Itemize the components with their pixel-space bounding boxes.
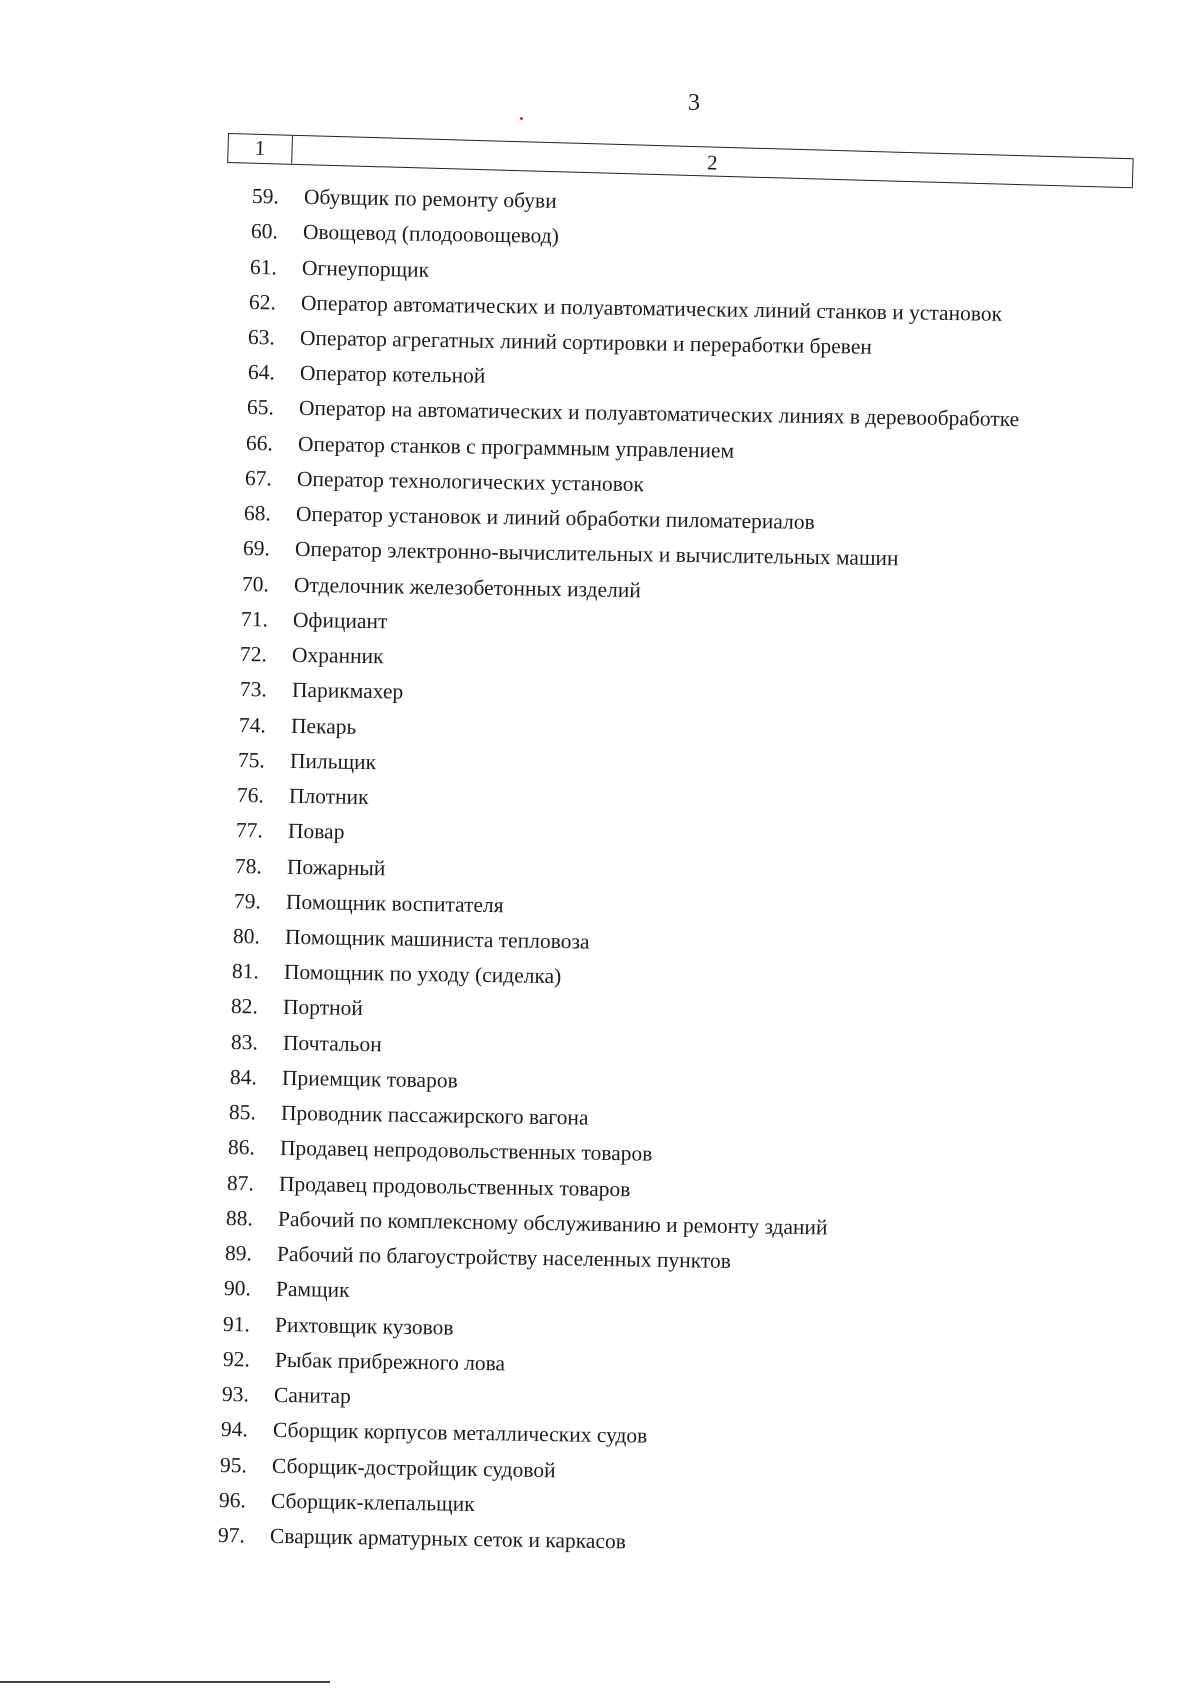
item-text: Оператор котельной <box>299 361 486 388</box>
item-text: Охранник <box>292 642 385 669</box>
list-item <box>232 958 562 989</box>
item-text: Официант <box>293 607 388 634</box>
list-item <box>251 218 559 249</box>
header-column-2: 2 <box>706 150 718 175</box>
list-item <box>234 888 504 918</box>
list-item <box>245 430 734 464</box>
item-text: Сборщик-достройщик судовой <box>271 1453 556 1482</box>
item-number: 94. <box>220 1417 248 1442</box>
list-item <box>248 324 872 360</box>
item-number: 88. <box>225 1205 254 1231</box>
item-number: 64. <box>247 360 275 385</box>
list-item <box>229 1064 457 1094</box>
item-number: 62. <box>249 289 277 315</box>
item-text: Овощевод (плодоовощевод) <box>302 220 560 249</box>
list-item <box>247 359 485 389</box>
page-number: 3 <box>688 90 700 116</box>
item-number: 83. <box>230 1029 258 1055</box>
item-text: Парикмахер <box>291 678 403 704</box>
item-number: 66. <box>245 430 273 456</box>
item-number: 77. <box>235 818 263 843</box>
item-number: 93. <box>221 1382 249 1407</box>
list-item <box>223 1311 454 1341</box>
item-text: Сварщик арматурных сеток и каркасов <box>269 1523 627 1554</box>
item-number: 61. <box>249 254 278 279</box>
list-item <box>238 712 356 740</box>
list-item <box>228 1099 588 1131</box>
item-number: 86. <box>227 1135 255 1160</box>
item-text: Рабочий по комплексному обслуживанию и ремонту зданий <box>277 1206 828 1240</box>
item-text: Пильщик <box>289 748 376 774</box>
item-number: 78. <box>234 853 263 878</box>
item-text: Оператор автоматических и полуавтоматических линий станков и установок <box>301 290 1003 326</box>
list-item <box>241 606 388 634</box>
item-number: 70. <box>241 571 270 597</box>
item-number: 87. <box>226 1170 254 1196</box>
list-item <box>240 641 384 669</box>
item-number: 76. <box>236 783 264 808</box>
item-number: 92. <box>222 1346 250 1372</box>
item-number: 81. <box>232 959 260 984</box>
item-text: Рыбак прибрежного лова <box>274 1347 505 1376</box>
item-number: 96. <box>218 1487 246 1513</box>
list-item <box>226 1205 828 1240</box>
item-number: 91. <box>223 1311 251 1337</box>
item-text: Плотник <box>288 783 369 810</box>
item-text: Приемщик товаров <box>281 1065 458 1093</box>
item-number: 67. <box>244 465 272 491</box>
item-text: Санитар <box>273 1382 351 1409</box>
item-number: 60. <box>250 219 279 244</box>
list-item <box>233 923 590 955</box>
item-text: Рамщик <box>276 1277 351 1303</box>
list-item <box>246 394 1019 432</box>
item-number: 68. <box>243 501 271 526</box>
list-item <box>221 1381 350 1409</box>
list-item <box>249 289 1002 327</box>
item-text: Оператор агрегатных линий сортировки и переработки бревен <box>300 325 873 359</box>
list-item <box>252 183 557 214</box>
item-text: Сборщик-клепальщик <box>270 1488 475 1516</box>
footer-rule <box>0 1681 330 1683</box>
list-item <box>237 747 375 775</box>
list-item <box>231 993 363 1021</box>
item-text: Огнеупорщик <box>301 255 430 282</box>
item-number: 73. <box>239 677 267 702</box>
list-item <box>222 1346 504 1376</box>
item-text: Продавец непродовольственных товаров <box>279 1136 653 1167</box>
item-text: Проводник пассажирского вагона <box>280 1101 589 1130</box>
item-number: 97. <box>217 1523 246 1548</box>
item-text: Помощник воспитателя <box>285 889 504 917</box>
list-item <box>230 1029 381 1057</box>
list-item <box>224 1275 350 1303</box>
item-text: Пожарный <box>286 854 386 880</box>
list-item <box>220 1452 556 1483</box>
item-number: 80. <box>232 924 261 949</box>
item-number: 72. <box>240 642 268 667</box>
list-item <box>250 254 430 283</box>
list-item <box>245 465 644 497</box>
item-text: Портной <box>283 995 364 1021</box>
item-text: Оператор технологических установок <box>296 466 644 497</box>
list-item <box>225 1240 731 1274</box>
list-item <box>227 1170 631 1202</box>
list-item <box>218 1522 626 1554</box>
item-text: Оператор электронно-вычислительных и вычислительных машин <box>294 537 899 571</box>
item-text: Оператор установок и линий обработки пиломатериалов <box>295 501 815 535</box>
item-text: Почтальон <box>282 1030 382 1057</box>
list-item <box>219 1487 475 1517</box>
item-text: Рабочий по благоустройству населенных пунктов <box>276 1241 732 1274</box>
list-item <box>228 1134 653 1167</box>
header-column-1: 1 <box>228 134 293 164</box>
item-number: 63. <box>248 324 276 350</box>
item-number: 69. <box>242 536 271 561</box>
item-number: 79. <box>233 888 262 914</box>
list-item <box>220 1416 647 1449</box>
list-item <box>235 853 386 881</box>
item-text: Продавец продовольственных товаров <box>278 1171 631 1201</box>
item-text: Сборщик корпусов металлических судов <box>272 1418 648 1448</box>
item-number: 84. <box>229 1064 257 1090</box>
list-item <box>236 817 345 845</box>
item-text: Обувщик по ремонту обуви <box>303 184 557 213</box>
item-number: 59. <box>251 184 280 209</box>
item-text: Оператор станков с программным управлением <box>297 431 735 463</box>
item-number: 85. <box>228 1100 256 1125</box>
item-text: Пекарь <box>290 713 357 739</box>
item-number: 82. <box>231 994 259 1019</box>
item-text: Рихтовщик кузовов <box>275 1312 455 1340</box>
item-text: Помощник машиниста тепловоза <box>284 924 590 954</box>
item-number: 89. <box>224 1241 253 1266</box>
list-item <box>242 571 641 603</box>
item-text: Отделочник железобетонных изделий <box>293 572 642 602</box>
item-number: 75. <box>237 747 265 773</box>
item-text: Помощник по уходу (сиделка) <box>284 960 562 989</box>
item-number: 65. <box>246 395 274 420</box>
item-number: 95. <box>219 1452 247 1477</box>
list-item <box>243 535 899 571</box>
item-text: Оператор на автоматических и полуавтоматических линиях в деревообработке <box>298 396 1019 432</box>
item-number: 74. <box>238 712 266 738</box>
item-number: 90. <box>224 1276 252 1301</box>
item-number: 71. <box>241 606 269 632</box>
item-text: Повар <box>287 819 345 844</box>
list-item <box>244 500 815 535</box>
list-item <box>239 676 403 705</box>
list-item <box>237 782 369 810</box>
